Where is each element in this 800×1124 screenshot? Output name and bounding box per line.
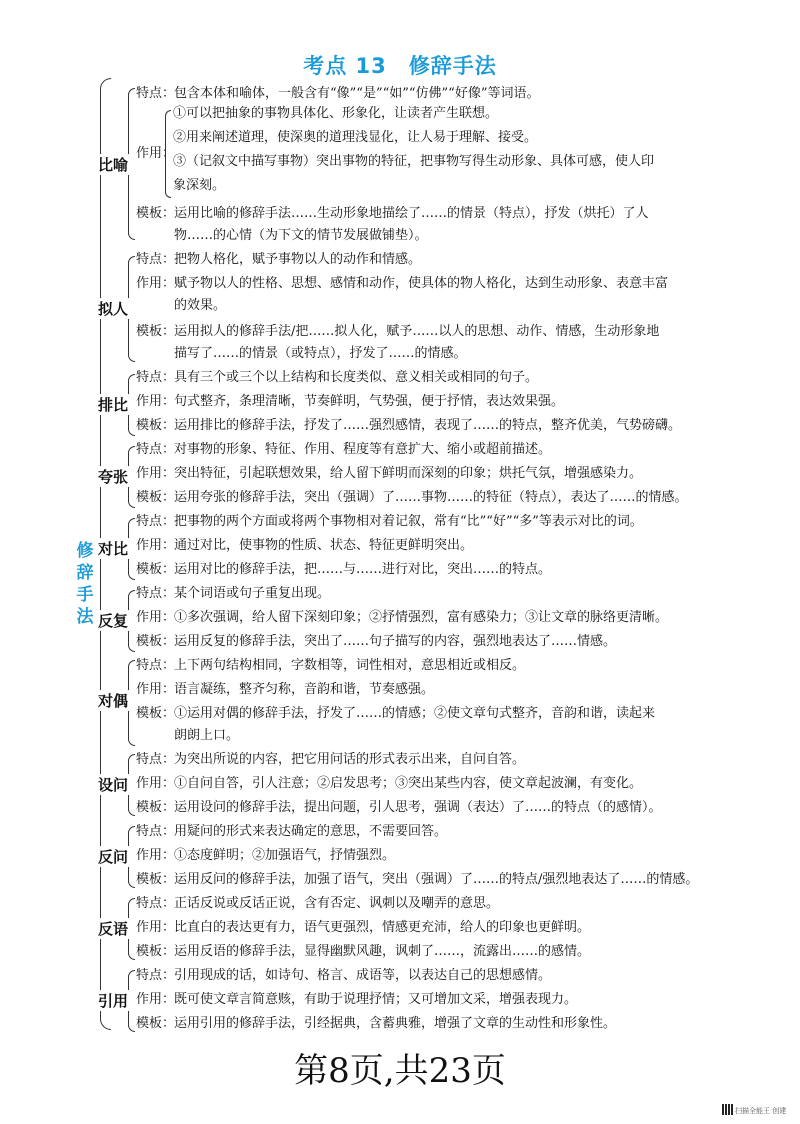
page-footer: 第8页,共23页	[294, 1051, 506, 1091]
biyu-func-3: ③（记叙文中描写事物）突出事物的特征，把事物写得生动形象、具体可感，使人印	[173, 154, 655, 169]
duiou-function: 作用：语言凝练，整齐匀称，音韵和谐，节奏感强。	[136, 682, 435, 697]
shewen-template: 模板：运用设问的修辞手法，提出问题，引人思考，强调（表达）了……的特点（的感情）。	[136, 800, 662, 815]
category-duiou: 对偶	[97, 692, 128, 710]
duibi-feature: 特点：把事物的两个方面或将两个事物相对着记叙，常有“比”“好”“多”等表示对比的词。	[136, 514, 643, 529]
category-fanyu: 反语	[97, 920, 128, 938]
page-title	[0, 50, 800, 80]
paibi-template: 模板：运用排比的修辞手法，抒发了……强烈感情，表现了……的特点，整齐优美，气势磅礴。	[136, 418, 682, 433]
root-label: 修 辞 手 法	[76, 541, 94, 627]
shewen-feature: 特点：为突出所说的内容，把它用问话的形式表示出来，自问自答。	[136, 752, 526, 767]
duibi-function: 作用：通过对比，使事物的性质、状态、特征更鲜明突出。	[136, 538, 474, 553]
category-paibi: 排比	[97, 396, 128, 414]
biyu-func-2: ②用来阐述道理，使深奥的道理浅显化，让人易于理解、接受。	[173, 130, 538, 145]
fanyu-feature: 特点：正话反说或反话正说，含有否定、讽刺以及嘲弄的意思。	[136, 896, 500, 911]
fanyu-function: 作用：比直白的表达更有力，语气更强烈，情感更充沛，给人的印象也更鲜明。	[136, 920, 591, 935]
kuazhang-function: 作用：突出特征，引起联想效果，给人留下鲜明而深刻的印象；烘托气氛，增强感染力。	[136, 466, 643, 481]
fanfu-template: 模板：运用反复的修辞手法，突出了……句子描写的内容，强烈地表达了……情感。	[136, 634, 617, 649]
fanwen-template: 模板：运用反问的修辞手法，加强了语气，突出（强调）了……的特点/强烈地表达了……的情感。	[136, 872, 699, 887]
category-shewen: 设问	[97, 776, 128, 794]
bracket-biyu-func	[165, 110, 171, 198]
fanwen-function: 作用：①态度鲜明；②加强语气，抒情强烈。	[136, 848, 396, 863]
topic-number: 考点 13	[303, 54, 387, 78]
niren-template: 模板：运用拟人的修辞手法/把……拟人化，赋予……以人的思想、动作、情感，生动形象地	[136, 324, 660, 339]
fanwen-feature: 特点：用疑问的形式来表达确定的意思，不需要回答。	[136, 824, 448, 839]
watermark: 扫描全能王 创建	[735, 1107, 787, 1115]
biyu-template: 模板：运用比喻的修辞手法……生动形象地描绘了……的情景（特点），抒发（烘托）了人	[136, 206, 649, 221]
paibi-function: 作用：句式整齐，条理清晰，节奏鲜明，气势强，便于抒情，表达效果强。	[136, 394, 565, 409]
fanfu-function: 作用：①多次强调，给人留下深刻印象；②抒情强烈，富有感染力；③让文章的脉络更清晰。	[136, 610, 669, 625]
category-biyu: 比喻	[97, 156, 128, 174]
yinyong-template: 模板：运用引用的修辞手法，引经据典，含蓄典雅，增强了文章的生动性和形象性。	[136, 1016, 617, 1031]
niren-feature: 特点：把物人格化，赋予事物以人的动作和情感。	[136, 252, 422, 267]
niren-function: 作用：赋予物以人的性格、思想、感情和动作，使具体的物人格化，达到生动形象、表意丰富	[136, 276, 669, 291]
topic-name: 修辞手法	[408, 54, 497, 78]
kuazhang-template: 模板：运用夸张的修辞手法，突出（强调）了……事物……的特征（特点），表达了……的情感。	[136, 490, 688, 505]
niren-template-2: 描写了……的情景（或特点），抒发了……的情感。	[174, 346, 467, 361]
yinyong-function: 作用：既可使文章言简意赅，有助于说理抒情；又可增加文采，增强表现力。	[136, 992, 578, 1007]
category-yinyong: 引用	[97, 992, 128, 1010]
category-fanwen: 反问	[97, 848, 128, 866]
fanfu-feature: 特点：某个词语或句子重复出现。	[136, 586, 331, 601]
duiou-template-2: 朗朗上口。	[174, 728, 240, 743]
shewen-function: 作用：①自问自答，引人注意；②启发思考；③突出某些内容，使文章起波澜，有变化。	[136, 776, 643, 791]
biyu-func-4: 象深刻。	[173, 178, 226, 193]
duiou-feature: 特点：上下两句结构相同，字数相等，词性相对，意思相近或相反。	[136, 658, 526, 673]
biyu-func-label: 作用：	[136, 146, 176, 161]
biyu-template-2: 物……的心情（为下文的情节发展做铺垫）。	[174, 228, 428, 243]
category-fanfu: 反复	[97, 612, 128, 630]
qr-code-icon	[722, 1104, 733, 1115]
yinyong-feature: 特点：引用现成的话，如诗句、格言、成语等，以表达自己的思想感情。	[136, 968, 552, 983]
category-duibi: 对比	[97, 540, 128, 558]
duiou-template: 模板：①运用对偶的修辞手法，抒发了……的情感；②使文章句式整齐，音韵和谐，读起来	[136, 706, 656, 721]
duibi-template: 模板：运用对比的修辞手法，把……与……进行对比，突出……的特点。	[136, 562, 552, 577]
niren-function-2: 的效果。	[174, 298, 227, 313]
category-kuazhang: 夸张	[97, 468, 128, 486]
category-niren: 拟人	[97, 300, 128, 318]
fanyu-template: 模板：运用反语的修辞手法，显得幽默风趣，讽刺了……，流露出……的感情。	[136, 944, 591, 959]
biyu-func-1: ①可以把抽象的事物具体化、形象化，让读者产生联想。	[173, 106, 499, 121]
biyu-feature: 特点：包含本体和喻体，一般含有“像”“是”“如”“仿佛”“好像”等词语。	[136, 86, 540, 101]
kuazhang-feature: 特点：对事物的形象、特征、作用、程度等有意扩大、缩小或超前描述。	[136, 442, 552, 457]
paibi-feature: 特点：具有三个或三个以上结构和长度类似、意义相关或相同的句子。	[136, 370, 539, 385]
